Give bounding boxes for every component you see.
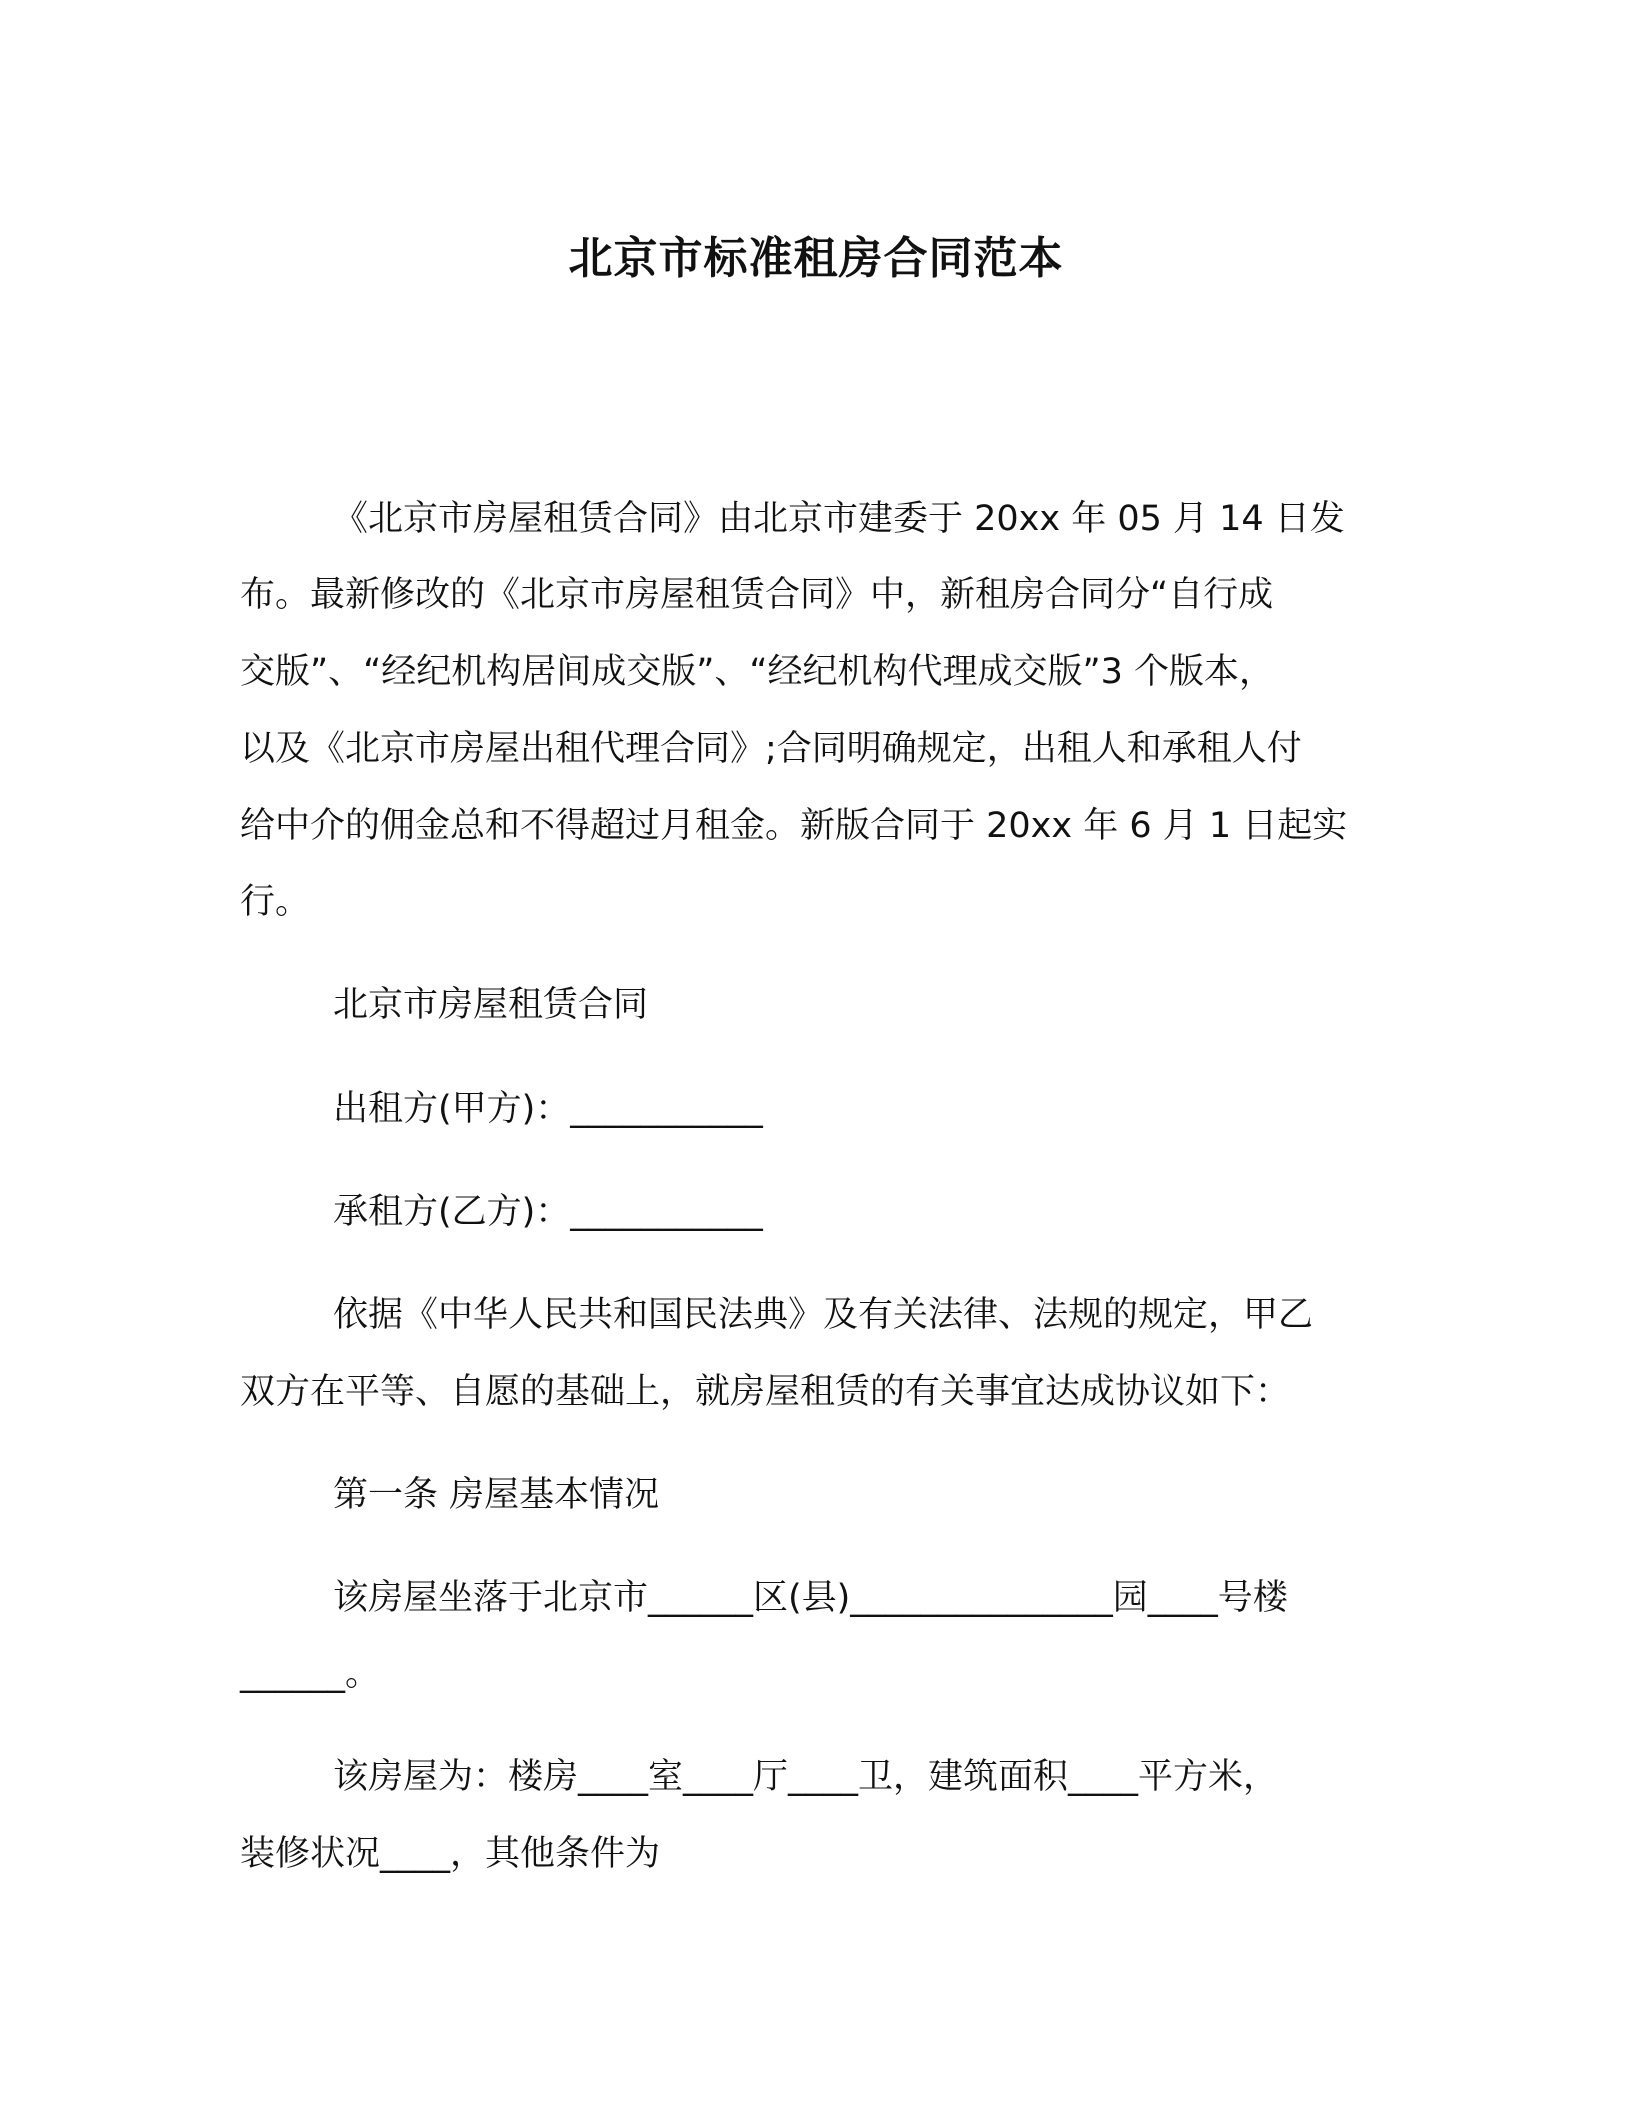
lessor-field: 出租方(甲方)：___________ [333,1089,763,1129]
intro-line-4: 以及《北京市房屋出租代理合同》;合同明确规定，出租人和承租人付 [240,729,1302,769]
contract-name: 北京市房屋租赁合同 [333,985,649,1025]
house-line-2: 装修状况____，其他条件为 [240,1834,661,1874]
intro-line-1: 《北京市房屋租赁合同》由北京市建委于 20xx 年 05 月 14 日发 [333,499,1345,539]
house-line-1: 该房屋为：楼房____室____厅____卫，建筑面积____平方米， [333,1757,1279,1797]
article1-heading: 第一条 房屋基本情况 [333,1475,660,1515]
basis-line-2: 双方在平等、自愿的基础上，就房屋租赁的有关事宜达成协议如下： [240,1372,1291,1412]
basis-line-1: 依据《中华人民共和国民法典》及有关法律、法规的规定，甲乙 [333,1295,1314,1335]
intro-line-3: 交版”、“经纪机构居间成交版”、“经纪机构代理成交版”3 个版本， [240,652,1275,692]
lessee-field: 承租方(乙方)：___________ [333,1192,763,1232]
intro-line-5: 给中介的佣金总和不得超过月租金。新版合同于 20xx 年 6 月 1 日起实 [240,806,1348,846]
document-title: 北京市标准租房合同范本 [568,233,1064,284]
intro-line-6: 行。 [240,882,311,922]
location-line-1: 该房屋坐落于北京市______区(县)_______________园____号楼 [333,1578,1288,1618]
intro-line-2: 布。最新修改的《北京市房屋租赁合同》中，新租房合同分“自行成 [240,575,1274,615]
location-line-2: ______。 [240,1654,381,1694]
